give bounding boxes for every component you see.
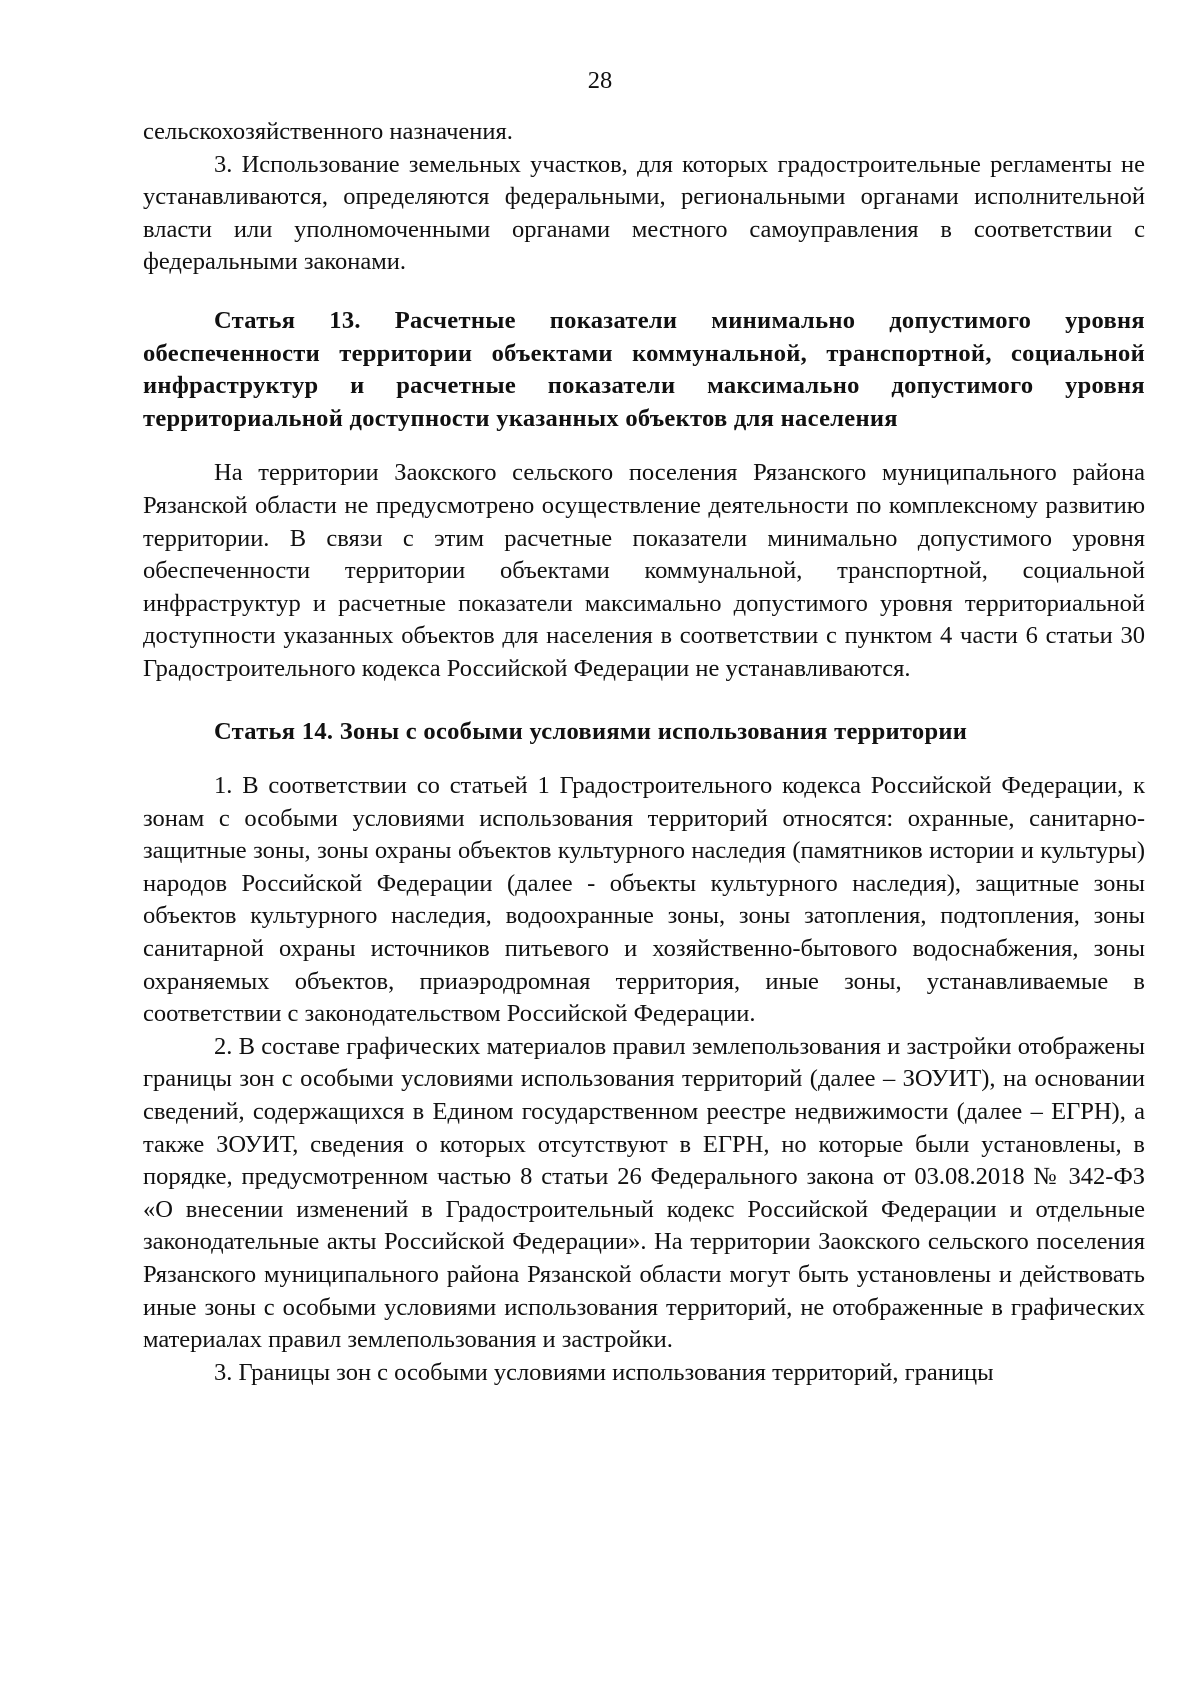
article-13-heading: Статья 13. Расчетные показатели минимально допустимого уровня обеспеченности территории объектами коммунальной, транспортной, социальной инфраструктур и расчетные показатели максимально допустимого уровня территориальной доступности указанных объектов для населения [143, 306, 1145, 432]
paragraph-item-3: 3. Использование земельных участков, для которых градостроительные регламенты не устанавливаются, определяются федеральными, региональными органами исполнительной власти или уполномоченными органами местного самоуправления в соответствии с федеральными законами. [143, 150, 1145, 276]
article-14-paragraph-2: 2. В составе графических материалов правил землепользования и застройки отображены границы зон с особыми условиями использования территорий (далее – ЗОУИТ), на основании сведений, содержащихся в Едином государственном реестре недвижимости (далее – ЕГРН), а также ЗОУИТ, сведения о которых отсутствуют в ЕГРН, но которые были установлены, в порядке, предусмотренном частью 8 статьи 26 Федерального закона от 03.08.2018 № 342-ФЗ «О внесении изменений в Градостроительный кодекс Российской Федерации и отдельные законодательные акты Российской Федерации». На территории Заокского сельского поселения Рязанского муниципального района Рязанской области могут быть установлены и действовать иные зоны с особыми условиями использования территорий, не отображенные в графических материалах правил землепользования и застройки. [143, 1032, 1145, 1354]
article-14-paragraph-1: 1. В соответствии со статьей 1 Градостроительного кодекса Российской Федерации, к зонам с особыми условиями использования территорий относятся: охранные, санитарно-защитные зоны, зоны охраны объектов культурного наследия (памятников истории и культуры) народов Российской Федерации (далее - объекты культурного наследия), защитные зоны объектов культурного наследия, водоохранные зоны, зоны затопления, подтопления, зоны санитарной охраны источников питьевого и хозяйственно-бытового водоснабжения, зоны охраняемых объектов, приаэродромная территория, иные зоны, устанавливаемые в соответствии с законодательством Российской Федерации. [143, 772, 1145, 1028]
article-13-body: На территории Заокского сельского поселения Рязанского муниципального района Рязанской области не предусмотрено осуществление деятельности по комплексному развитию территории. В связи с этим расчетные показатели минимально допустимого уровня обеспеченности территории объектами коммунальной, транспортной, социальной инфраструктур и расчетные показатели максимально допустимого уровня территориальной доступности указанных объектов для населения в соответствии с пунктом 4 части 6 статьи 30 Градостроительного кодекса Российской Федерации не устанавливаются. [143, 459, 1145, 682]
paragraph-continuation: сельскохозяйственного назначения. [143, 118, 513, 145]
page-number: 28 [587, 67, 613, 94]
page-content [143, 116, 1145, 1389]
article-14-heading: Статья 14. Зоны с особыми условиями использования территории [214, 717, 968, 745]
article-14-paragraph-3: 3. Границы зон с особыми условиями использования территорий, границы [214, 1358, 994, 1386]
